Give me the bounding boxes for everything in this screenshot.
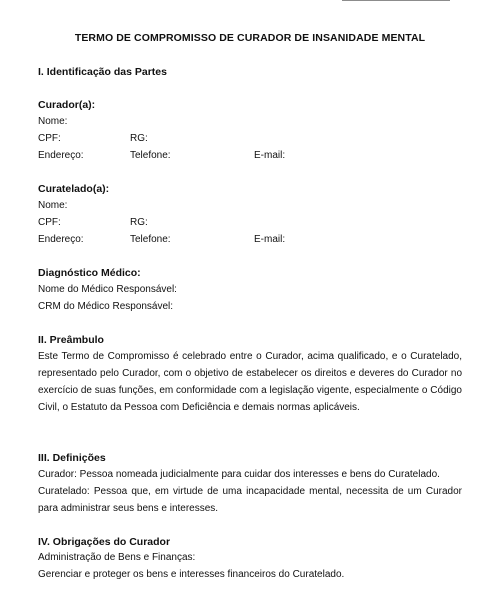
curador-email-label: E-mail: (254, 150, 286, 161)
curador-telefone-label: Telefone: (130, 150, 171, 161)
curatelado-nome-label: Nome: (38, 200, 68, 211)
section-2-heading: II. Preâmbulo (38, 334, 104, 346)
diagnostico-heading: Diagnóstico Médico: (38, 267, 141, 279)
medico-crm-label: CRM do Médico Responsável: (38, 301, 174, 312)
curador-nome-label: Nome: (38, 116, 68, 127)
preambulo-text: Este Termo de Compromisso é celebrado entre o Curador, acima qualificado, e o Curatelado, representado pelo Curador, com o objetivo de estabelecer os direitos e deveres do Curador no exercício de suas funções, em conformidade com a legislação vigente, especialmente o Código Civil, o Estatuto da Pessoa com Deficiência e demais normas aplicáveis. (38, 351, 462, 413)
obrigacao-subheading: Administração de Bens e Finanças: (38, 552, 196, 563)
curatelado-heading: Curatelado(a): (38, 183, 110, 195)
curatelado-telefone-label: Telefone: (130, 234, 171, 245)
curador-cpf-label: CPF: (38, 133, 61, 144)
curador-rg-label: RG: (130, 133, 148, 144)
obrigacao-item: Gerenciar e proteger os bens e interesses financeiros do Curatelado. (38, 569, 345, 580)
curatelado-cpf-label: CPF: (38, 217, 61, 228)
definicao-curador: Curador: Pessoa nomeada judicialmente para cuidar dos interesses e bens do Curatelado. (38, 469, 440, 480)
curatelado-endereco-label: Endereço: (38, 234, 84, 245)
medico-nome-label: Nome do Médico Responsável: (38, 284, 177, 295)
header-band (0, 0, 500, 8)
curador-endereco-label: Endereço: (38, 150, 84, 161)
curatelado-email-label: E-mail: (254, 234, 286, 245)
section-3-heading: III. Definições (38, 452, 106, 464)
curatelado-rg-label: RG: (130, 217, 148, 228)
curador-heading: Curador(a): (38, 99, 96, 111)
edit-button[interactable] (342, 0, 450, 1)
section-1-heading: I. Identificação das Partes (38, 66, 167, 78)
definicao-curatelado: Curatelado: Pessoa que, em virtude de uma incapacidade mental, necessita de um Curador para administrar seus bens e interesses. (38, 486, 462, 514)
document-title: TERMO DE COMPROMISSO DE CURADOR DE INSANIDADE MENTAL (74, 32, 426, 44)
section-4-heading: IV. Obrigações do Curador (38, 536, 171, 548)
